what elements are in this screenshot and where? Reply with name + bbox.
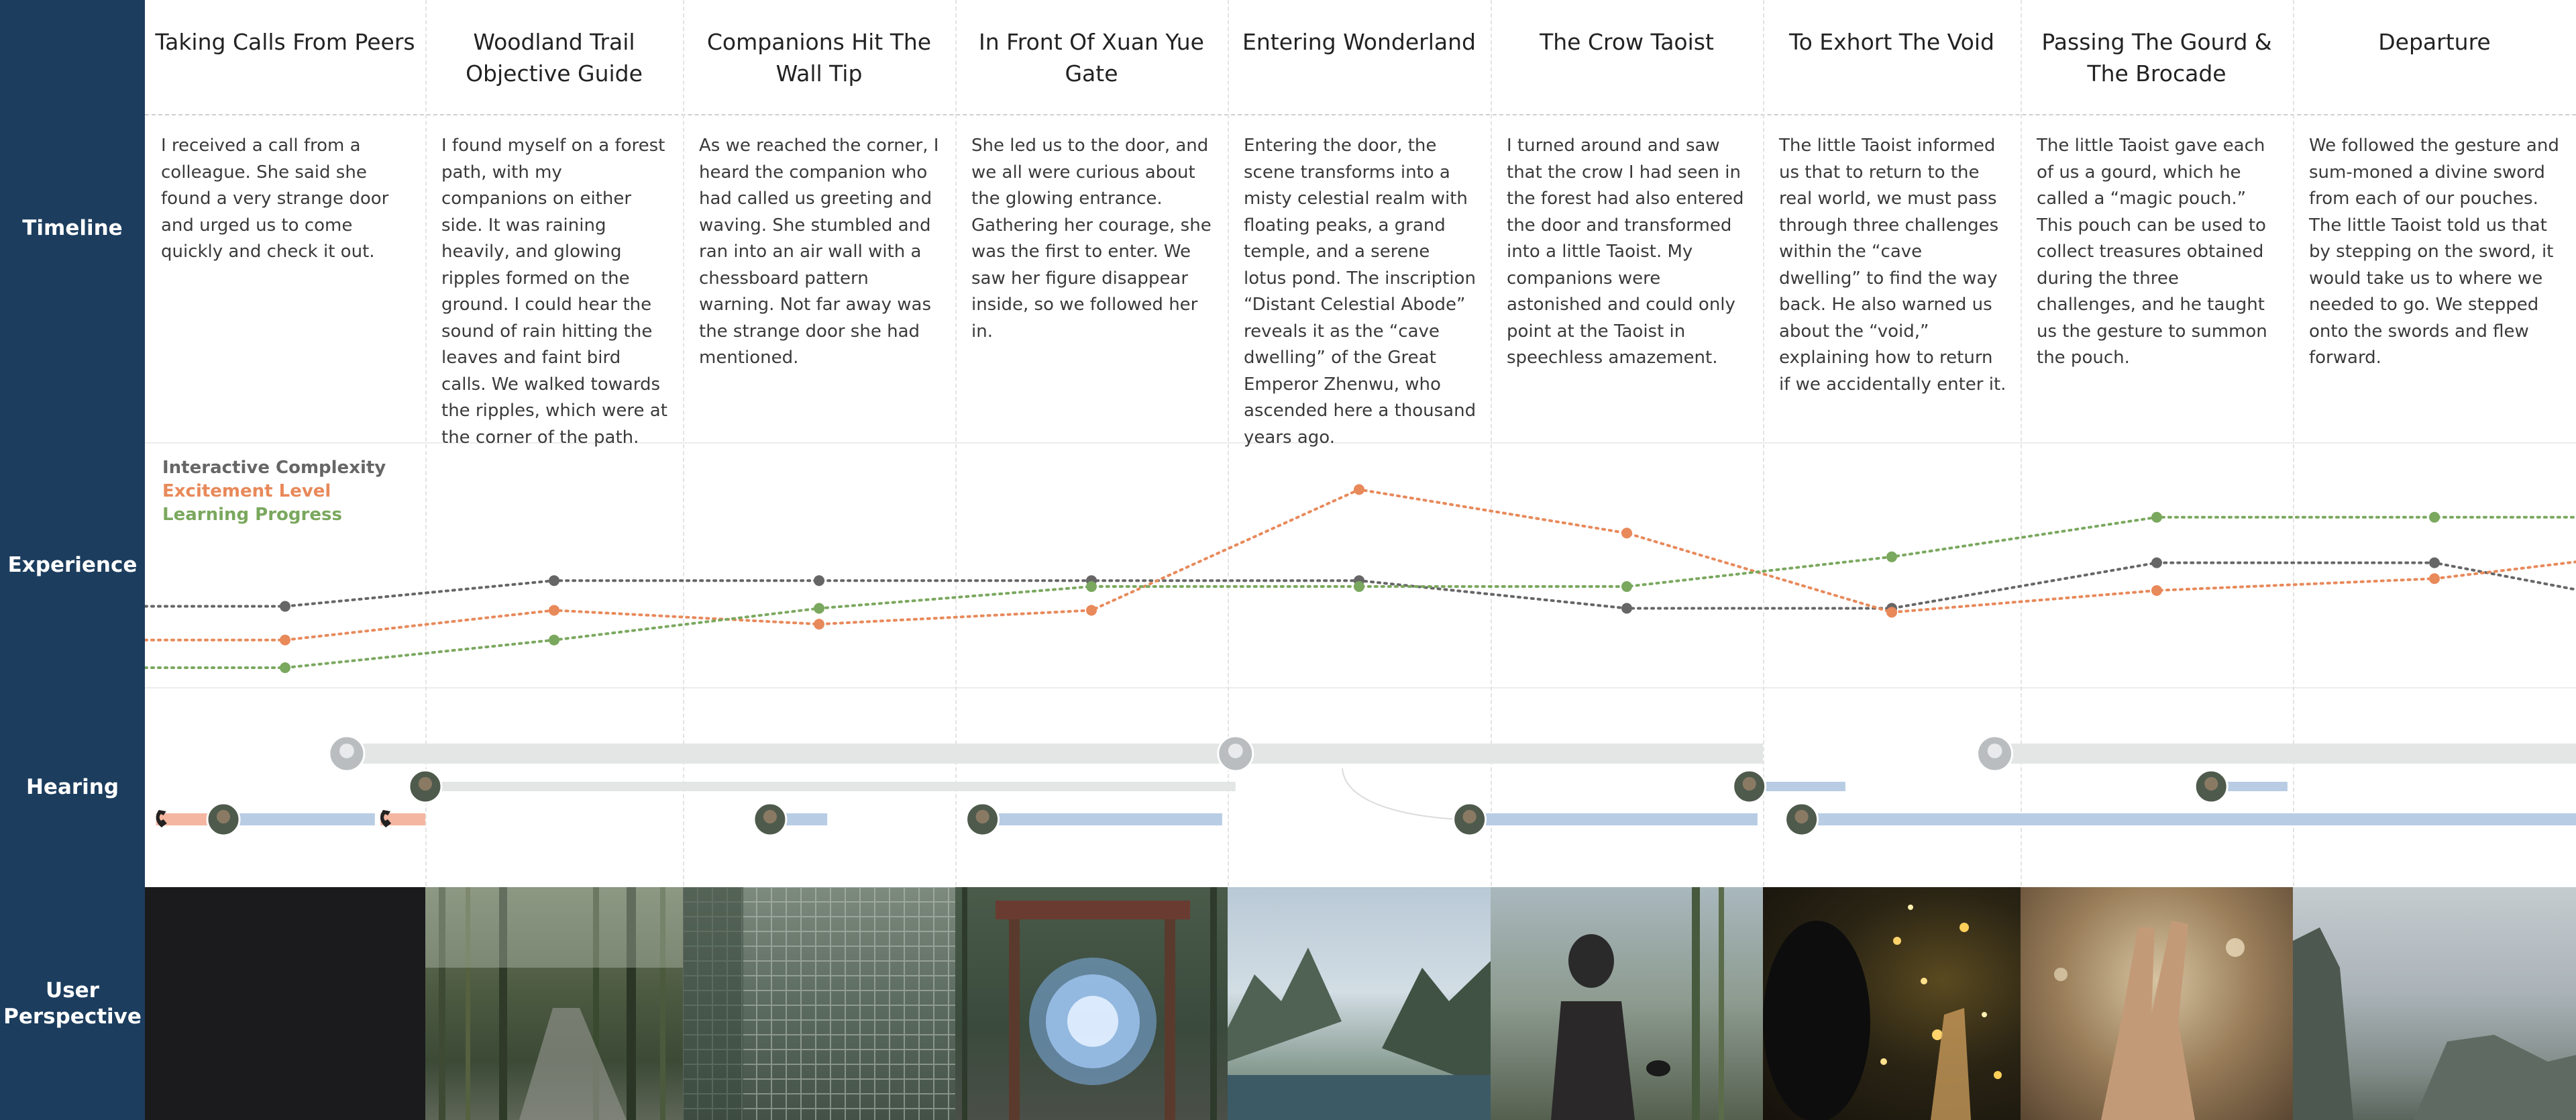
series-line: [145, 490, 2576, 640]
ambient-sound-icon: [329, 736, 364, 771]
experience-line-chart: [145, 443, 2576, 688]
column-title: Taking Calls From Peers: [155, 29, 415, 55]
hearing-track-bar: [1236, 744, 1763, 764]
data-point: [2151, 585, 2162, 596]
data-point: [549, 635, 559, 646]
data-point: [814, 619, 824, 629]
data-point: [2429, 558, 2440, 568]
row-label-user-perspective: User Perspective: [3, 978, 142, 1029]
column-title: Woodland Trail Objective Guide: [466, 29, 643, 87]
row-label-experience: Experience: [7, 553, 138, 578]
data-point: [280, 635, 290, 646]
column-title: In Front Of Xuan Yue Gate: [979, 29, 1204, 87]
scene-photo-bamboo-forest-path: [425, 887, 683, 1120]
row-label-hearing: Hearing: [25, 775, 119, 800]
taoist-voice-icon: [1454, 803, 1486, 835]
scene-photo-taoist-with-crow: [1491, 887, 1763, 1120]
data-point: [1354, 485, 1364, 495]
companion-voice-icon: [967, 803, 999, 835]
scene-photo-chessboard-air-wall: [683, 887, 955, 1120]
scene-photo-black-screen: [145, 887, 425, 1120]
data-point: [549, 605, 559, 615]
hearing-track-bar: [223, 813, 375, 825]
title-divider: [145, 114, 2576, 115]
data-point: [2151, 512, 2162, 523]
scene-photo-glowing-gate: [955, 887, 1228, 1120]
hearing-track-bar: [1995, 744, 2576, 764]
data-point: [1621, 603, 1632, 614]
data-point: [280, 601, 290, 612]
legend-item-interactive-complexity: Interactive Complexity: [162, 458, 386, 478]
data-point: [549, 575, 559, 586]
column-title: The Crow Taoist: [1540, 29, 1714, 55]
data-point: [2429, 512, 2440, 523]
taoist-voice-icon: [1786, 803, 1818, 835]
companion-voice-icon: [754, 803, 786, 835]
data-point: [1886, 552, 1897, 562]
column-description: As we reached the corner, I heard the companion who had called us greeting and waving. She stumbled and ran into an air wall with a chessboard pattern warning. Not far away was the strange door she had mentioned.: [699, 136, 939, 368]
column-description: I found myself on a forest path, with my companions on either side. It was raining heavily, and glowing ripples formed on the ground. I could hear the sound of rain hitting the leaves and faint bird calls. We walked towards the ripples, which were at the corner of the path.: [441, 136, 667, 448]
hearing-track-bar: [983, 813, 1222, 825]
data-point: [1621, 527, 1632, 538]
companion-voice-icon: [2195, 770, 2227, 803]
companion-voice-icon: [409, 770, 441, 803]
scene-photo-mist-cliff: [2293, 887, 2576, 1120]
taoist-sound-icon: [1978, 736, 2012, 771]
data-point: [280, 662, 290, 673]
legend-item-learning-progress: Learning Progress: [162, 505, 342, 525]
journey-map: [145, 0, 2576, 1120]
column-title: Departure: [2378, 29, 2491, 55]
scene-photo-glowing-particles-hand: [1763, 887, 2021, 1120]
hearing-track-bar: [347, 744, 1236, 764]
data-point: [1354, 581, 1364, 592]
column-title: Passing The Gourd & The Brocade: [2041, 29, 2272, 87]
row-label-sidebar: [0, 0, 145, 1120]
row-label-timeline: Timeline: [22, 215, 123, 240]
column-description: We followed the gesture and sum-moned a divine sword from each of our pouches. The little Taoist told us that by stepping on the sword, it would take us to where we needed to go. We stepped onto the swords and flew forward.: [2309, 136, 2559, 368]
series-line: [145, 517, 2576, 668]
column-description: The little Taoist informed us that to return to the real world, we must pass through three challenges within the “cave dwelling” to find the way back. He also warned us about the “void,” explaining how to return if we accidentally enter it.: [1779, 136, 2006, 395]
column-description: The little Taoist gave each of us a gourd, which he called a “magic pouch.” This pouch can be used to collect treasures obtained during the three challenges, and he taught us the gesture to summon the pouch.: [2037, 136, 2267, 368]
data-point: [1886, 607, 1897, 617]
column-title: Entering Wonderland: [1242, 29, 1476, 55]
column-description: She led us to the door, and we all were curious about the glowing entrance. Gathering her courage, she was the first to enter. We saw her figure disappear inside, so we followed her in.: [971, 136, 1212, 342]
legend-item-excitement-level: Excitement Level: [162, 481, 331, 502]
companion-voice-icon: [207, 803, 239, 835]
data-point: [814, 575, 824, 586]
data-point: [814, 603, 824, 614]
data-point: [1086, 581, 1097, 592]
hearing-track-bar: [1802, 813, 2576, 825]
crow-sound-icon: [1218, 736, 1253, 771]
column-title: Companions Hit The Wall Tip: [706, 29, 932, 87]
hearing-track-chart: [145, 688, 2576, 887]
hearing-track-bar: [425, 782, 1236, 791]
hearing-track-bar: [1470, 813, 1758, 825]
data-point: [2429, 573, 2440, 584]
scene-photo-hand-gesture: [2021, 887, 2293, 1120]
column-description: Entering the door, the scene transforms into a misty celestial realm with floating peaks, a grand temple, and a serene lotus pond. The inscription “Distant Celestial Abode” reveals it as the “cave dwelling” of the Great Emperor Zhenwu, who ascended here a thousand years ago.: [1244, 136, 1477, 448]
scene-photo-misty-mountains: [1228, 887, 1491, 1120]
column-description: I turned around and saw that the crow I had seen in the forest had also entered the door and transformed into a little Taoist. My companions were astonished and could only point at the Taoist in speechless amazement.: [1507, 136, 1744, 368]
column-title: To Exhort The Void: [1789, 29, 1994, 55]
data-point: [1086, 605, 1097, 615]
companion-voice-icon: [1733, 770, 1766, 803]
data-point: [2151, 558, 2162, 568]
column-description: I received a call from a colleague. She said she found a very strange door and urged us to come quickly and check it out.: [161, 136, 389, 262]
data-point: [1621, 581, 1632, 592]
